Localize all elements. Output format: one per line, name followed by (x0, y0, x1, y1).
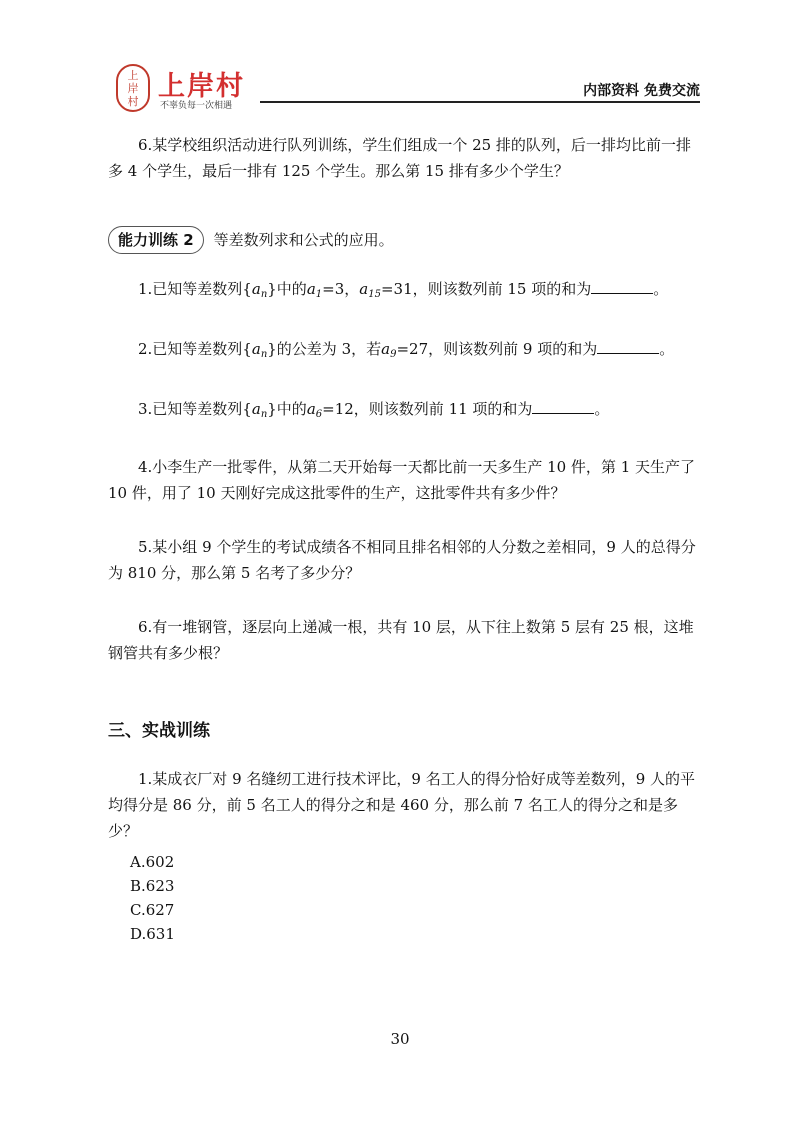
answer-options (130, 850, 175, 946)
question-4: 4.小李生产一批零件，从第二天开始每一天都比前一天多生产 10 件，第 1 天生产了 10 件，用了 10 天刚好完成这批零件的生产，这批零件共有多少件？ (108, 458, 696, 502)
exercise-1: 1.已知等差数列$\{a_n\}$中的$a_1=3$，$a_{15}=31$，则该数列前 15 项的和为 。 (138, 280, 669, 300)
practice-question-1: 1.某成衣厂对 9 名缝纫工进行技术评比，9 名工人的得分恰好成等差数列，9 人的平均得分是 86 分，前 5 名工人的得分之和是 460 分，那么前 7 名工人的得分之和是多少？ (108, 770, 696, 840)
section-title: 三、实战训练 (108, 721, 210, 741)
answer-blank (532, 399, 594, 414)
option-b: B.623 (130, 877, 175, 895)
ability-badge: 能力训练 2 (108, 226, 204, 254)
option-a: A.602 (130, 853, 175, 871)
header-rule (260, 101, 700, 103)
brand-name: 上岸村 (158, 71, 245, 102)
ability-description: 等差数列求和公式的应用。 (213, 231, 394, 249)
question-6-top: 6.某学校组织活动进行队列训练，学生们组成一个 25 排的队列，后一排均比前一排多 4 个学生，最后一排有 125 个学生。那么第 15 排有多少个学生？ (108, 136, 691, 180)
option-c: C.627 (130, 901, 175, 919)
page-number: 30 (390, 1030, 410, 1048)
header-note: 内部资料 免费交流 (583, 83, 700, 99)
brand-slogan: 不辜负每一次相遇 (160, 101, 233, 111)
exercise-2: 2.已知等差数列$\{a_n\}$的公差为 3，若$a_9=27$，则该数列前 9 项的和为 。 (138, 340, 675, 360)
ability-training-heading (108, 226, 700, 254)
answer-blank (597, 339, 659, 354)
answer-blank (591, 279, 653, 294)
question-6: 6.有一堆钢管，逐层向上递减一根，共有 10 层，从下往上数第 5 层有 25 根，这堆钢管共有多少根？ (108, 618, 694, 662)
exercise-3: 3.已知等差数列$\{a_n\}$中的$a_6=12$，则该数列前 11 项的和为 。 (138, 400, 610, 420)
option-d: D.631 (130, 925, 175, 943)
logo-seal: 上 岸 村 (116, 64, 150, 112)
page-header (0, 0, 800, 120)
question-5: 5.某小组 9 个学生的考试成绩各不相同且排名相邻的人分数之差相同，9 人的总得分为 810 分，那么第 5 名考了多少分？ (108, 538, 696, 582)
